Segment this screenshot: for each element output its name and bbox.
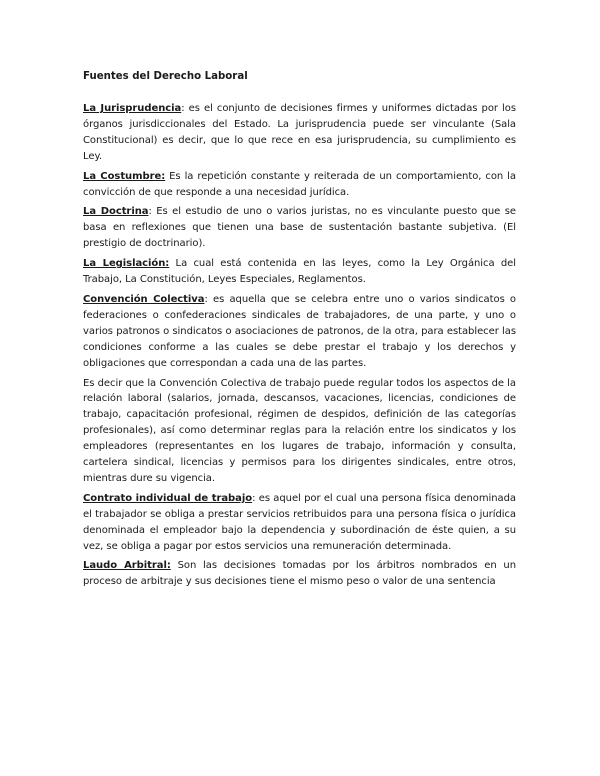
term-doctrina: La Doctrina (83, 206, 149, 218)
paragraph-costumbre (83, 169, 516, 201)
term-convencion-colectiva: Convención Colectiva (83, 293, 205, 305)
document-page (83, 69, 516, 594)
term-separator: : (204, 293, 208, 305)
paragraph-text: es el conjunto de decisiones firmes y uniformes dictadas por los órganos jurisdiccionales del Estado. La jurisprudencia puede ser vinculante (Sala Constitucional) es decir, que lo que rece en esa jurisprudencia, su cumplimiento es Ley. (83, 103, 516, 162)
term-costumbre: La Costumbre: (83, 170, 166, 182)
paragraph-text: Son las decisiones tomadas por los árbitros nombrados en un proceso de arbitraje y sus decisiones tiene el mismo peso o valor de una sentencia (83, 560, 516, 588)
paragraph-convencion-colectiva (83, 292, 516, 372)
paragraph-text: Es la repetición constante y reiterada de un comportamiento, con la convicción de que responde a una necesidad jurídica. (83, 170, 516, 198)
paragraph-text: es aquella que se celebra entre uno o varios sindicatos o federaciones o confederaciones sindicales de trabajadores, de una parte, y uno o varios patronos o sindicatos o asociaciones de patronos, de la otra, para establecer las condiciones conforme a las cuales se debe prestar el trabajo y los derechos y obligaciones que correspondan a cada una de las partes. (83, 293, 516, 369)
paragraph-text: Es el estudio de uno o varios juristas, no es vinculante puesto que se basa en reflexiones que tienen una base de sustentación bastante subjetiva. (El prestigio de doctrinario). (83, 206, 516, 250)
term-separator: : (148, 206, 152, 218)
paragraph-contrato-individual (83, 491, 516, 555)
paragraph-text: Es decir que la Convención Colectiva de trabajo puede regular todos los aspectos de la relación laboral (salarios, jornada, descansos, vacaciones, licencias, condiciones de trabajo, capacitación profesional, régimen de despidos, definición de las categorías profesionales), así como determinar reglas para la relación entre los sindicatos y los empleadores (representantes en los lugares de trabajo, información y consulta, cartelera sindical, licencias y permisos para los dirigentes sindicales, entre otros, mientras dure su vigencia. (83, 377, 516, 484)
paragraph-text: La cual está contenida en las leyes, como la Ley Orgánica del Trabajo, La Constitución, Leyes Especiales, Reglamentos. (83, 258, 516, 286)
term-contrato-individual: Contrato individual de trabajo (83, 492, 253, 504)
paragraph-text: es aquel por el cual una persona física denominada el trabajador se obliga a prestar servicios retribuidos para una persona física o jurídica denominada el empleador bajo la dependencia y subordinación de éste quien, a su vez, se obliga a pagar por estos servicios una remuneración determinada. (83, 492, 516, 552)
paragraph-convencion-detalle (83, 376, 516, 487)
paragraph-doctrina (83, 204, 516, 252)
paragraph-legislacion (83, 256, 516, 288)
term-separator: : (252, 492, 256, 504)
term-laudo-arbitral: Laudo Arbitral: (83, 560, 171, 572)
term-separator: : (181, 103, 185, 114)
paragraph-jurisprudencia (83, 101, 516, 165)
paragraph-laudo-arbitral (83, 558, 516, 590)
term-legislacion: La Legislación: (83, 258, 170, 270)
term-jurisprudencia: La Jurisprudencia (83, 103, 182, 114)
document-title: Fuentes del Derecho Laboral (83, 71, 248, 82)
